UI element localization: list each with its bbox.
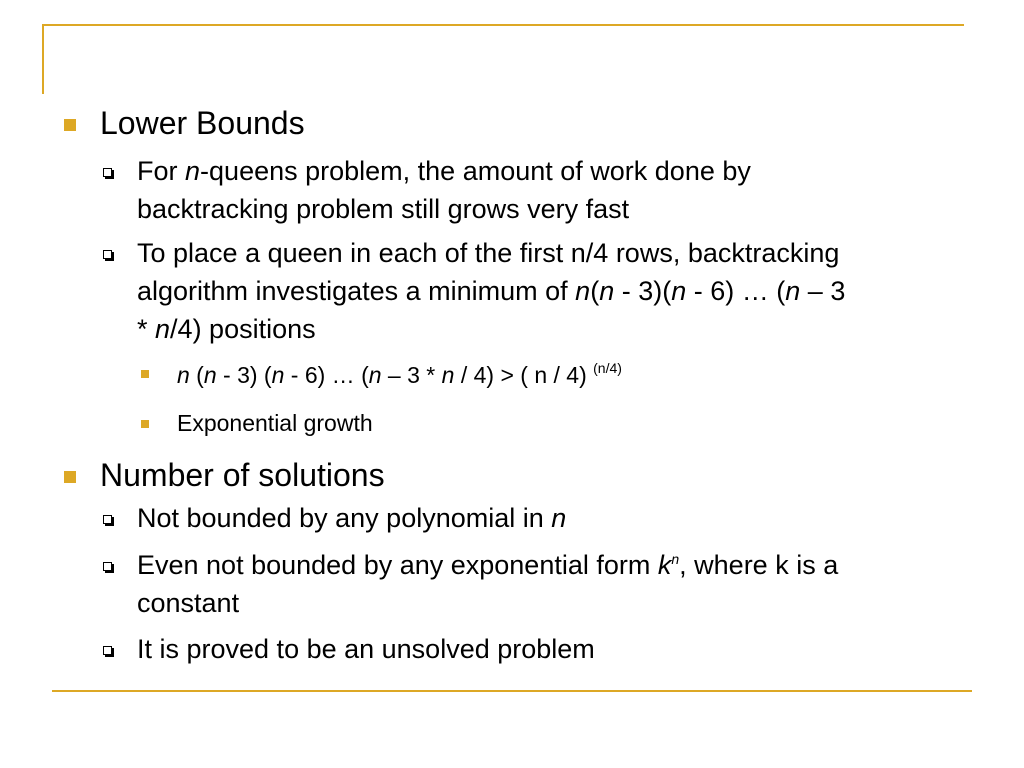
top-rule [42,24,964,26]
bullet-item-line: For n-queens problem, the amount of work done by [137,156,751,186]
square-filled-small-icon [141,370,149,378]
square-filled-icon [64,119,76,131]
bullet-item-line: * n/4) positions [137,314,316,344]
sub-bullet-item: n (n - 3) (n - 6) … (n – 3 * n / 4) > ( n / 4) $^{(n/4)}$ [177,360,622,388]
bullet-item-line: Even not bounded by any exponential form $k^n$, where k is a [137,550,839,580]
bottom-rule [52,690,972,692]
section-heading: Number of solutions [100,457,385,493]
section-heading: Lower Bounds [100,105,305,141]
hollow-square-icon [103,168,112,177]
square-filled-small-icon [141,420,149,428]
bullet-item-line: constant [137,588,240,618]
bullet-item-line: Not bounded by any polynomial in n [137,503,567,533]
square-filled-icon [64,471,76,483]
left-rule [42,24,44,94]
hollow-square-icon [103,562,112,571]
bullet-item-line: To place a queen in each of the first n/4 rows, backtracking [137,238,840,268]
sub-bullet-item: Exponential growth [177,410,373,436]
hollow-square-icon [103,250,112,259]
hollow-square-icon [103,515,112,524]
hollow-square-icon [103,646,112,655]
bullet-item-line: algorithm investigates a minimum of n(n - 3)(n - 6) … (n – 3 [137,276,846,306]
bullet-item-line: backtracking problem still grows very fast [137,194,630,224]
bullet-item-line: It is proved to be an unsolved problem [137,634,595,664]
